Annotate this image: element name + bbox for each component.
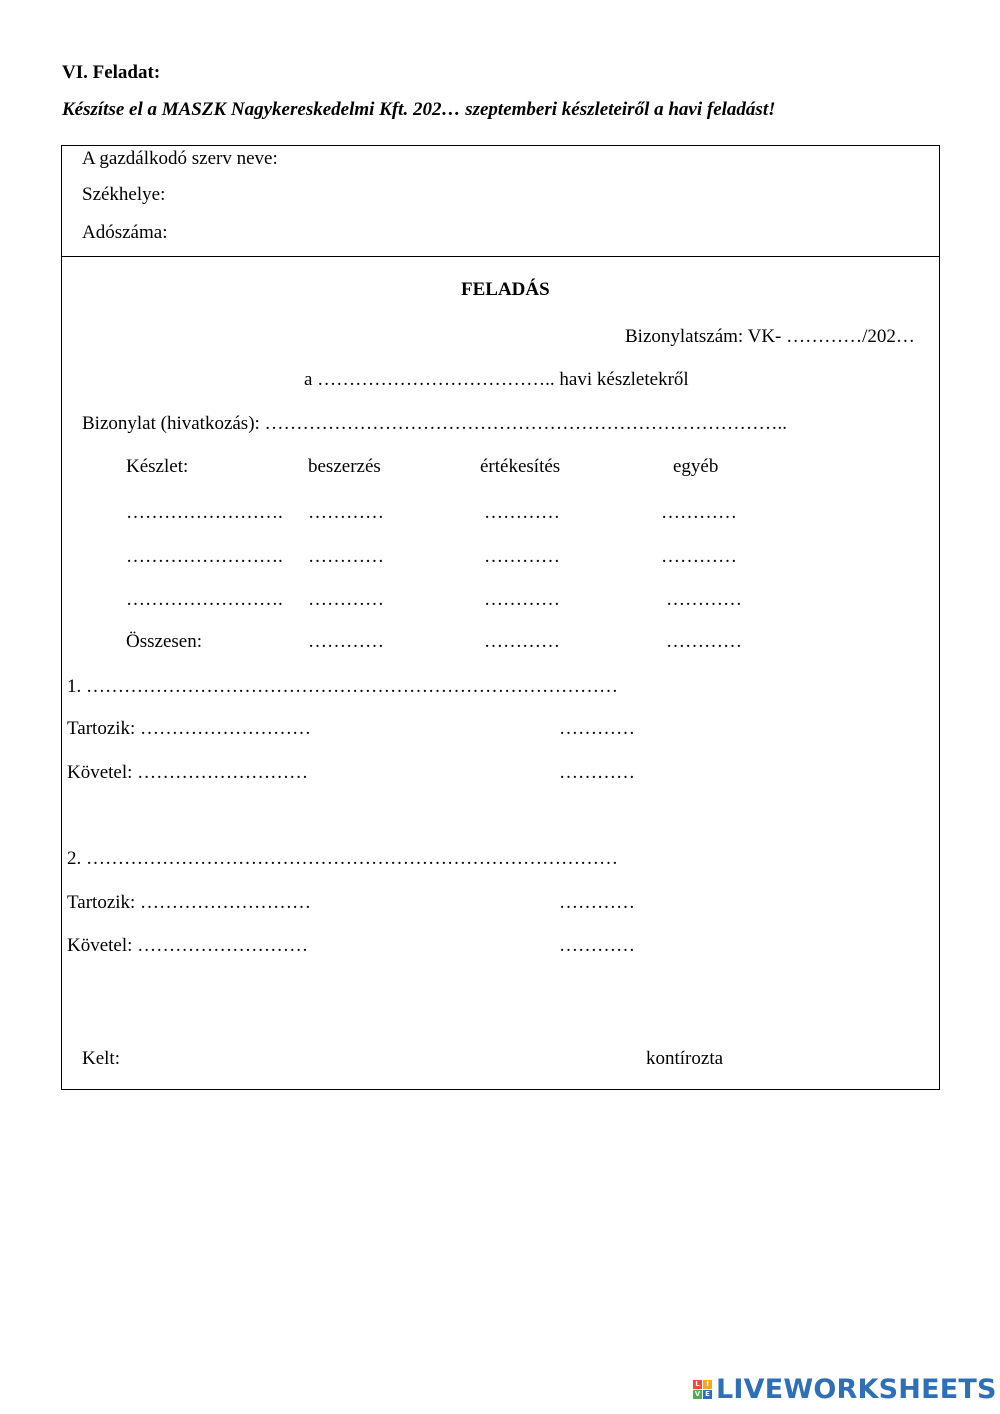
stock-row-1-sales: ………… (484, 502, 560, 523)
task-instruction: Készítse el a MASZK Nagykereskedelmi Kft. 202… szeptemberi készleteiről a havi feladást! (62, 99, 776, 120)
company-seat-label: Székhelye: (82, 184, 166, 205)
col-header-other: egyéb (673, 456, 719, 477)
stock-row-2-other: ………… (661, 546, 737, 567)
date-label: Kelt: (82, 1048, 120, 1069)
stock-row-1-other: ………… (661, 502, 737, 523)
entry-2-debit-label: Tartozik: ……………………… (67, 892, 312, 913)
entry-1-debit-label: Tartozik: ……………………… (67, 718, 312, 739)
form-title: FELADÁS (461, 279, 550, 300)
entry-2-credit-label: Követel: ……………………… (67, 935, 309, 956)
stock-row-3-sales: ………… (484, 589, 560, 610)
liveworksheets-icon (693, 1380, 712, 1399)
company-tax-label: Adószáma: (82, 222, 168, 243)
stock-total-sales: ………… (484, 631, 560, 652)
stock-row-2-item: ……………………. (126, 546, 283, 567)
stock-row-2-purchase: ………… (308, 546, 384, 567)
entry-1-credit-amount: ………… (559, 762, 635, 783)
company-name-label: A gazdálkodó szerv neve: (82, 148, 278, 169)
logo-letter-i: I (703, 1380, 712, 1389)
liveworksheets-logo (693, 1374, 997, 1405)
col-header-stock: Készlet: (126, 456, 189, 477)
entry-1-title: 1. ………………………………………………………………………… (67, 676, 618, 697)
entry-1-credit-label: Követel: ……………………… (67, 762, 309, 783)
stock-row-1-purchase: ………… (308, 502, 384, 523)
col-header-purchase: beszerzés (308, 456, 381, 477)
logo-letter-v: V (694, 1390, 701, 1398)
entry-2-title: 2. ………………………………………………………………………… (67, 848, 618, 869)
col-header-sales: értékesítés (480, 456, 561, 477)
stock-row-3-other: ………… (666, 589, 742, 610)
stock-row-3-purchase: ………… (308, 589, 384, 610)
document-number: Bizonylatszám: VK- …………/202… (625, 326, 915, 347)
logo-letter-l: L (693, 1380, 702, 1389)
countersigned-label: kontírozta (646, 1048, 724, 1069)
stock-row-2-sales: ………… (484, 546, 560, 567)
entry-1-debit-amount: ………… (559, 718, 635, 739)
stock-row-3-item: ……………………. (126, 589, 283, 610)
monthly-stock-line: a ……………………………….. havi készletekről (304, 369, 689, 390)
stock-total-purchase: ………… (308, 631, 384, 652)
logo-letter-e: E (703, 1390, 712, 1399)
stock-total-label: Összesen: (126, 631, 202, 652)
entry-2-credit-amount: ………… (559, 935, 635, 956)
task-title: VI. Feladat: (62, 62, 161, 83)
reference-line: Bizonylat (hivatkozás): ……………………………………………………………………….. (82, 413, 788, 434)
stock-total-other: ………… (666, 631, 742, 652)
liveworksheets-brand: LIVEWORKSHEETS (716, 1374, 997, 1405)
entry-2-debit-amount: ………… (559, 892, 635, 913)
stock-row-1-item: ……………………. (126, 502, 283, 523)
